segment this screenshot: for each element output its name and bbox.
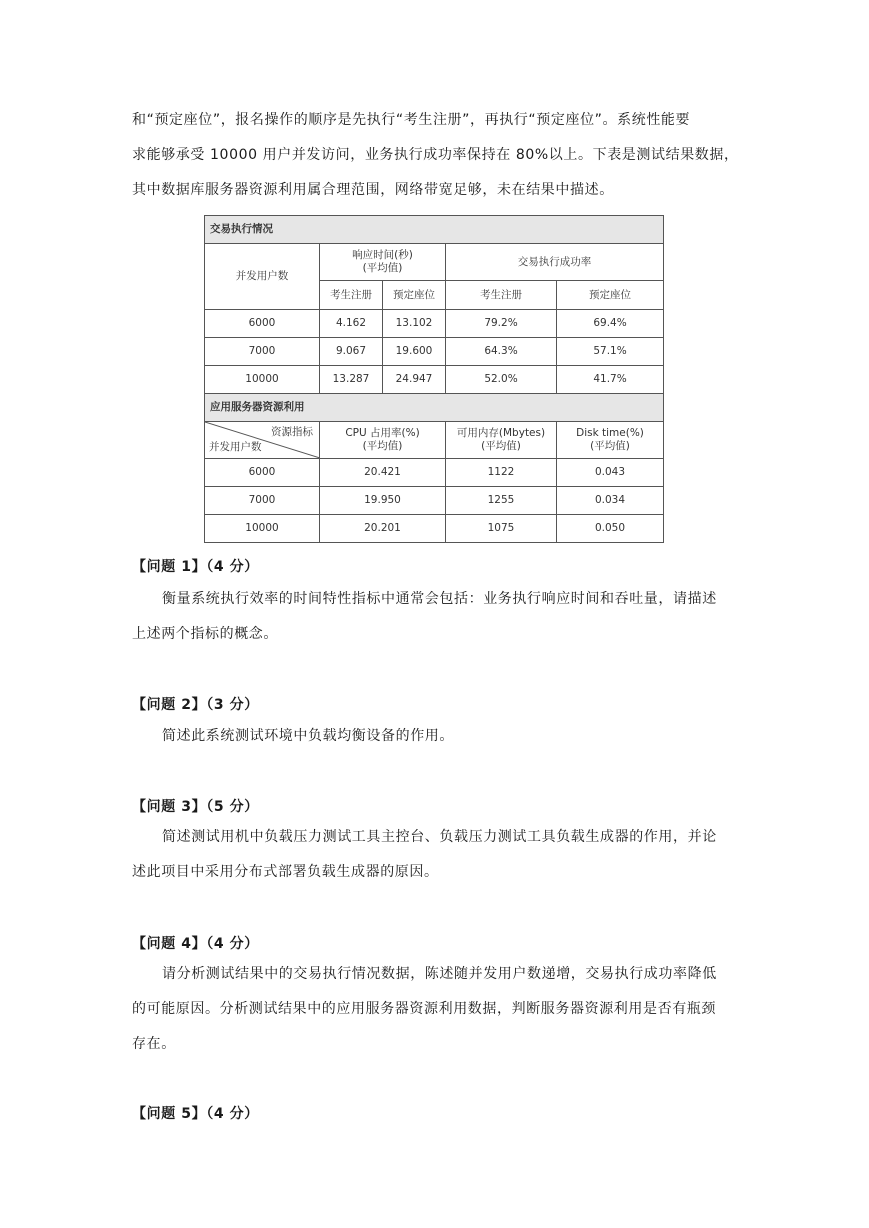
question-line: 的可能原因。分析测试结果中的应用服务器资源利用数据，判断服务器资源利用是否有瓶颈 xyxy=(132,1001,716,1017)
question-line: 简述测试用机中负载压力测试工具主控台、负载压力测试工具负载生成器的作用，并论 xyxy=(162,829,717,845)
intro-paragraph xyxy=(132,103,744,208)
cell-users: 6000 xyxy=(205,310,320,338)
cell-rt-seat: 24.947 xyxy=(383,366,446,394)
diag-label-resource: 资源指标 xyxy=(271,426,313,438)
cell-cpu: 20.421 xyxy=(320,459,446,487)
col-header-cpu xyxy=(320,422,446,459)
disk-label: Disk time(%) xyxy=(576,427,644,439)
section-title-transactions: 交易执行情况 xyxy=(205,216,664,244)
question-3-text xyxy=(132,820,744,890)
col-header-memory xyxy=(446,422,557,459)
question-3-title: 【问题 3】（5 分） xyxy=(132,799,259,815)
table-row xyxy=(205,310,664,338)
cell-rt-register: 4.162 xyxy=(320,310,383,338)
table-row xyxy=(205,366,664,394)
test-results-table xyxy=(204,215,664,543)
cpu-label: CPU 占用率(%) xyxy=(345,427,420,439)
cell-rt-register: 13.287 xyxy=(320,366,383,394)
cell-rt-seat: 19.600 xyxy=(383,338,446,366)
cell-memory: 1075 xyxy=(446,515,557,543)
header-row xyxy=(205,422,664,459)
question-line: 衡量系统执行效率的时间特性指标中通常会包括：业务执行响应时间和吞吐量，请描述 xyxy=(162,591,717,607)
cell-sr-seat: 69.4% xyxy=(557,310,664,338)
col-header-concurrent-users: 并发用户数 xyxy=(205,244,320,310)
question-4-title: 【问题 4】（4 分） xyxy=(132,936,259,952)
intro-line: 和“预定座位”，报名操作的顺序是先执行“考生注册”，再执行“预定座位”。系统性能要 xyxy=(132,112,691,128)
cell-disk: 0.050 xyxy=(557,515,664,543)
cell-cpu: 19.950 xyxy=(320,487,446,515)
subcol-register: 考生注册 xyxy=(320,281,383,310)
section-header-row xyxy=(205,394,664,422)
cell-memory: 1255 xyxy=(446,487,557,515)
question-1-text xyxy=(132,582,744,652)
avg-label: (平均值) xyxy=(481,440,521,452)
cell-memory: 1122 xyxy=(446,459,557,487)
question-2-text xyxy=(132,719,744,754)
question-line: 上述两个指标的概念。 xyxy=(132,626,278,642)
diagonal-header-cell xyxy=(205,422,320,459)
section-title-server-resources: 应用服务器资源利用 xyxy=(205,394,664,422)
subcol-seat: 预定座位 xyxy=(383,281,446,310)
avg-label: (平均值) xyxy=(362,440,403,452)
cell-sr-register: 64.3% xyxy=(446,338,557,366)
cell-sr-seat: 41.7% xyxy=(557,366,664,394)
question-1-title: 【问题 1】（4 分） xyxy=(132,559,259,575)
question-4-text xyxy=(132,957,744,1062)
cell-users: 7000 xyxy=(205,487,320,515)
table-row xyxy=(205,487,664,515)
avg-label: (平均值) xyxy=(362,262,403,274)
question-line: 简述此系统测试环境中负载均衡设备的作用。 xyxy=(162,728,454,744)
col-header-response-time xyxy=(320,244,446,281)
col-header-disk xyxy=(557,422,664,459)
cell-cpu: 20.201 xyxy=(320,515,446,543)
cell-disk: 0.043 xyxy=(557,459,664,487)
question-line: 请分析测试结果中的交易执行情况数据，陈述随并发用户数递增，交易执行成功率降低 xyxy=(162,966,717,982)
subcol-seat: 预定座位 xyxy=(557,281,664,310)
cell-rt-seat: 13.102 xyxy=(383,310,446,338)
avg-label: (平均值) xyxy=(590,440,630,452)
cell-sr-seat: 57.1% xyxy=(557,338,664,366)
table-row xyxy=(205,338,664,366)
cell-rt-register: 9.067 xyxy=(320,338,383,366)
cell-users: 7000 xyxy=(205,338,320,366)
cell-disk: 0.034 xyxy=(557,487,664,515)
cell-users: 10000 xyxy=(205,366,320,394)
intro-line: 其中数据库服务器资源利用属合理范围，网络带宽足够，未在结果中描述。 xyxy=(132,182,614,198)
cell-users: 10000 xyxy=(205,515,320,543)
table-row xyxy=(205,515,664,543)
question-2-title: 【问题 2】（3 分） xyxy=(132,697,259,713)
intro-line: 求能够承受 10000 用户并发访问，业务执行成功率保持在 80%以上。下表是测试结果数据， xyxy=(132,147,739,163)
memory-label: 可用内存(Mbytes) xyxy=(456,427,546,439)
question-5-title: 【问题 5】（4 分） xyxy=(132,1106,259,1122)
question-line: 述此项目中采用分布式部署负载生成器的原因。 xyxy=(132,864,439,880)
cell-sr-register: 52.0% xyxy=(446,366,557,394)
cell-sr-register: 79.2% xyxy=(446,310,557,338)
response-time-label: 响应时间(秒) xyxy=(352,249,413,261)
header-row xyxy=(205,244,664,281)
table-row xyxy=(205,459,664,487)
question-line: 存在。 xyxy=(132,1036,176,1052)
section-header-row xyxy=(205,216,664,244)
cell-users: 6000 xyxy=(205,459,320,487)
col-header-success-rate: 交易执行成功率 xyxy=(446,244,664,281)
subcol-register: 考生注册 xyxy=(446,281,557,310)
diag-label-users: 并发用户数 xyxy=(209,441,262,453)
